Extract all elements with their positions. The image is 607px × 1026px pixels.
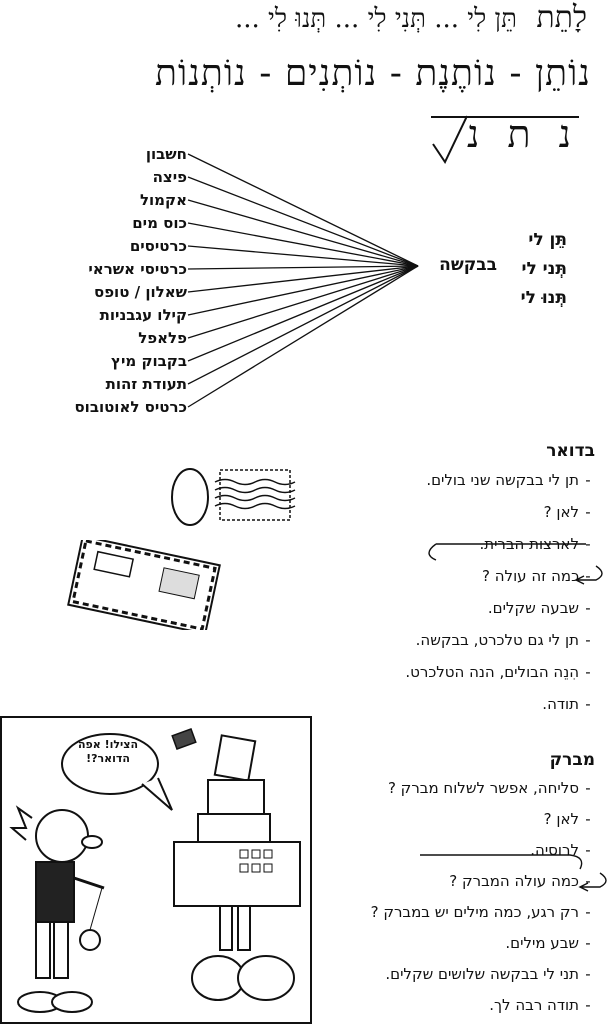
dialog-line — [405, 662, 597, 682]
connector-line — [188, 266, 418, 384]
dialog-dash: - — [585, 996, 591, 1014]
vocab-item: בקבוק מיץ — [111, 352, 187, 370]
vocab-item: חשבון — [145, 145, 187, 163]
vocab-item: קילו עגבניות — [99, 306, 187, 324]
imperative-plural: תְּנוּ לי — [520, 288, 567, 308]
dialog-line — [371, 902, 597, 922]
items-list — [0, 143, 187, 419]
connector-line — [188, 266, 418, 269]
dialog-dash: - — [585, 631, 591, 649]
dialog-dash: - — [585, 599, 591, 617]
dialog-line — [405, 694, 597, 714]
post-office-dialog — [405, 470, 597, 726]
vocab-item: תעודת זהות — [105, 375, 187, 393]
dialog-text: לארצות הברית. — [479, 535, 579, 553]
telegram-title: מברק — [549, 750, 595, 770]
dialog-dash: - — [585, 503, 591, 521]
dialog-line — [405, 502, 597, 522]
dialog-text: לרוסיה. — [530, 841, 579, 859]
dialog-text: שבע מילים. — [505, 934, 579, 952]
dialog-dash: - — [585, 841, 591, 859]
dialog-line — [371, 778, 597, 798]
connector-line — [188, 266, 418, 361]
dialog-dash: - — [585, 471, 591, 489]
dialog-dash: - — [585, 934, 591, 952]
dialog-dash: - — [585, 535, 591, 553]
vocab-item: פלאפל — [138, 329, 187, 347]
dialog-line — [371, 964, 597, 984]
dialog-dash: - — [585, 965, 591, 983]
imperative-fem: תְּני לי — [521, 259, 567, 279]
dialog-text: סליחה, אפשר לשלוח מברק ? — [387, 779, 579, 797]
post-office-title: בדואר — [546, 441, 595, 461]
speech-bubble-text: הצילו! אפה הדואר?! — [77, 738, 139, 765]
imperatives-title: תֵּן לִי ... תְּנִי לִי ... תְּנוּ לִי ... — [234, 4, 517, 34]
envelope-icon — [64, 540, 224, 630]
vocab-item: פיצה — [152, 168, 187, 186]
dialog-text: לאן ? — [543, 810, 579, 828]
dialog-dash: - — [585, 903, 591, 921]
vocab-item: אקמול — [139, 191, 187, 209]
connector-line — [188, 266, 418, 315]
dialog-text: כמה זה עולה ? — [482, 567, 579, 585]
dialog-dash: - — [585, 872, 591, 890]
connector-line — [188, 266, 418, 292]
cartoon-drawing — [2, 718, 310, 1022]
imperative-masc: תֵּן לי — [528, 230, 567, 250]
dialog-text: תודה. — [542, 695, 579, 713]
telegram-dialog — [371, 778, 597, 1026]
dialog-text: רק רגע, כמה מילים יש במברק ? — [370, 903, 579, 921]
connector-line — [188, 266, 418, 338]
dialog-line — [405, 630, 597, 650]
curly-arrow-icon — [420, 845, 607, 895]
dialog-text: תודה רבה לך. — [489, 996, 579, 1014]
connector-line — [188, 177, 418, 266]
dialog-dash: - — [585, 567, 591, 585]
vocab-item: שאלון / טופס — [94, 283, 187, 301]
dialog-line — [405, 598, 597, 618]
dialog-text: הִנֵה הבולים, הנה הטלכרט. — [405, 663, 579, 681]
dialog-dash: - — [585, 663, 591, 681]
connector-line — [188, 266, 418, 407]
cartoon-illustration — [0, 716, 312, 1024]
vocab-item: כרטיס לאוטובוס — [74, 398, 187, 416]
root-letters: נ ת נ — [466, 112, 579, 156]
dialog-text: שבעה שקלים. — [487, 599, 579, 617]
dialog-text: תני לי בבקשה שלושים שקלים. — [385, 965, 579, 983]
dialog-dash: - — [585, 695, 591, 713]
dialog-line — [371, 995, 597, 1015]
dialog-text: תן לי בבקשה שני בולים. — [426, 471, 579, 489]
dialog-text: לאן ? — [543, 503, 579, 521]
stamp-icon — [160, 462, 300, 532]
imperative-forms-list — [521, 226, 567, 313]
vocab-item: כרטיסי אשראי — [88, 260, 187, 278]
connector-line — [188, 223, 418, 266]
dialog-line — [371, 809, 597, 829]
verb-title: לָתֵת — [536, 0, 587, 35]
vocab-item: כרטיסים — [129, 237, 187, 255]
dialog-line — [371, 933, 597, 953]
vocab-item: כוס מים — [132, 214, 187, 232]
present-forms: נוֹתֵן - נוֹתֶנֶת - נוֹתְנִים - נוֹתְנוֹת — [155, 53, 591, 94]
please-word: בבקשה — [439, 255, 497, 275]
dialog-line — [405, 470, 597, 490]
dialog-text: כמה עולה המברק ? — [449, 872, 579, 890]
dialog-dash: - — [585, 810, 591, 828]
dialog-dash: - — [585, 779, 591, 797]
curly-arrow-icon — [416, 536, 606, 586]
dialog-text: תן לי גם טלכרט, בבקשה. — [415, 631, 579, 649]
